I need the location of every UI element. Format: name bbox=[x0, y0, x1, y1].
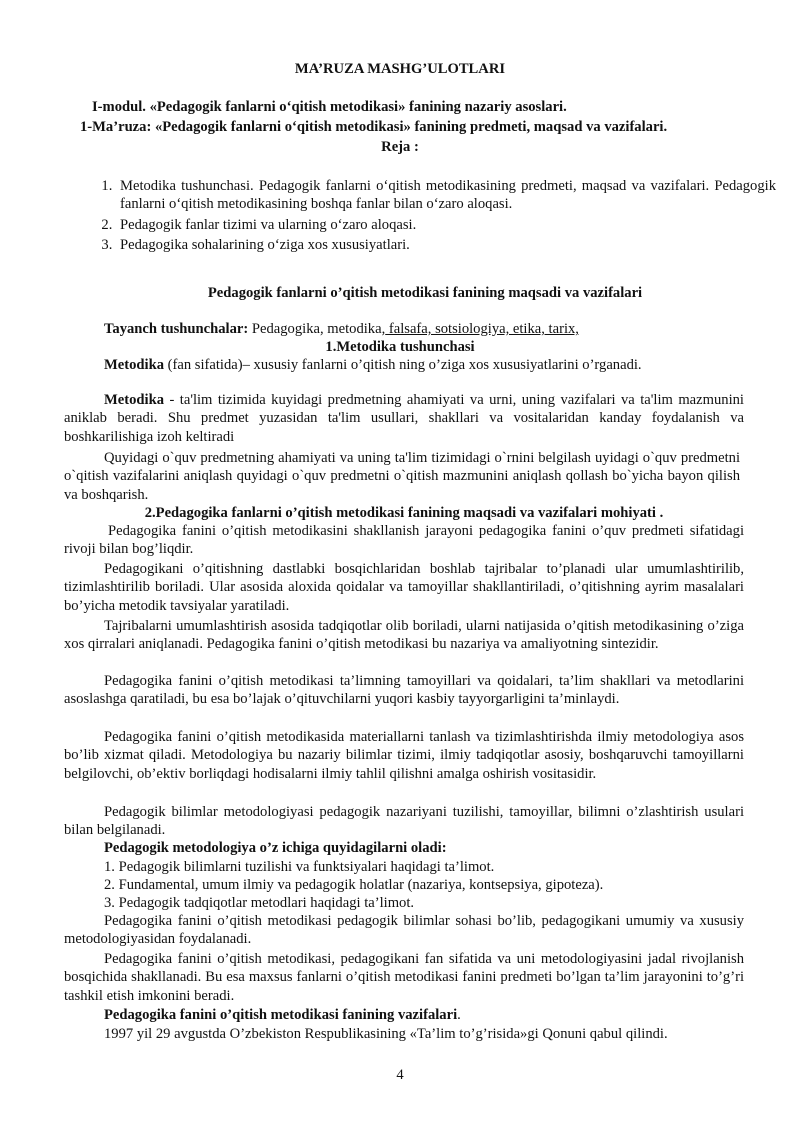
paragraph-law: 1997 yil 29 avgustda O’zbekiston Respublikasining «Ta’lim to’g’risida»gi Qonuni qabul qilindi. bbox=[104, 1026, 668, 1042]
module-heading: I-modul. «Pedagogik fanlarni o‘qitish metodikasi» fanining nazariy asoslari. bbox=[92, 99, 567, 115]
paragraph-3: Tajribalarni umumlashtirish asosida tadqiqotlar olib boriladi, ularni natijasida o’qitish metodikasining o’ziga xos qirralari aniqlanadi. Pedagogika fanini o’qitish metodikasi bu nazariya va amaliyotning sintezidir. bbox=[64, 618, 744, 653]
term-metodika: Metodika bbox=[104, 357, 164, 373]
vazifalari-heading-period: . bbox=[457, 1007, 461, 1023]
paragraph-metodika-description bbox=[64, 391, 744, 446]
definition-text: (fan sifatida)– xususiy fanlarni o’qitish ning o’ziga xos xususiyatlarini o’rganadi. bbox=[164, 357, 642, 373]
vazifalari-heading bbox=[104, 1006, 744, 1024]
paragraph-4: Pedagogika fanini o’qitish metodikasi ta’limning tamoyillari va qoidalari, ta’lim shakllari va metodlarini asoslashga qaratiladi, bu esa bo’lajak o’qituvchilarni yuqori kasbiy tayyorgarligini ta’minlaydi. bbox=[64, 673, 744, 708]
paragraph-5: Pedagogika fanini o’qitish metodikasida materiallarni tanlash va tizimlashtirishda ilmiy metodologiya asos bo’lib xizmat qiladi. Metodologiya bu nazariy bilimlar tizimi, ilmiy tadqiqotlar asosiy, boshqaruvchi tamoyillarni belgilovchi, ob’ektiv borliqdagi hodisalarni ilmiy tahlil qilishni amalga oshirish vositasidir. bbox=[64, 729, 744, 782]
lecture-heading: 1-Ma’ruza: «Pedagogik fanlarni o‘qitish metodikasi» fanining predmeti, maqsad va vazifalari. bbox=[80, 119, 668, 135]
metodologiya-item: 1. Pedagogik bilimlarni tuzilishi va funktsiyalari haqidagi ta’limot. bbox=[104, 859, 495, 875]
paragraph-1: Pedagogika fanini o’qitish metodikasini shakllanish jarayoni pedagogika fanini o’quv predmeti sifatidagi rivoji bilan bog’liqdir. bbox=[64, 523, 744, 558]
paragraph-6: Pedagogik bilimlar metodologiyasi pedagogik nazariyani tuzilishi, tamoyillar, bilimni o’zlashtirish usulari bilan belgilanadi. bbox=[64, 804, 744, 839]
metodologiya-heading: Pedagogik metodologiya o’z ichiga quyidagilarni oladi: bbox=[104, 840, 447, 856]
plan-item: 3. Pedagogika sohalarining o‘ziga xos xususiyatlari. bbox=[116, 236, 776, 254]
plan-item: 1. Metodika tushunchasi. Pedagogik fanlarni o‘qitish metodikasining predmeti, maqsad va vazifalari. Pedagogik fanlarni o‘qitish metodikasining boshqa fanlar bilan o‘zaro aloqasi. bbox=[116, 177, 776, 214]
heading-maqsadi-vazifalari: 2.Pedagogika fanlarni o’qitish metodikasi fanining maqsadi va vazifalari mohiyati . bbox=[144, 505, 664, 521]
key-terms bbox=[104, 320, 744, 338]
paragraph-9: Pedagogika fanini o’qitish metodikasi, pedagogikani fan sifatida va uni metodologiyasini jadal rivojlanish bosqichida shakllanadi. Bu esa maxsus fanlarni o’qitish metodikasi fanini predmeti bo’lgan ta’lim jarayonini to’g’ri tashkil etish imkonini beradi. bbox=[64, 951, 744, 1004]
term-metodika: Metodika bbox=[104, 392, 164, 408]
paragraph-metodika-definition bbox=[104, 356, 744, 374]
key-terms-plain: Pedagogika, metodika, bbox=[248, 321, 386, 337]
reja-heading: Reja : bbox=[381, 139, 419, 155]
heading-metodika-tushunchasi: 1.Metodika tushunchasi bbox=[325, 339, 475, 355]
key-terms-underlined: falsafa, sotsiologiya, etika, tarix, bbox=[385, 321, 579, 337]
metodologiya-item: 2. Fundamental, umum ilmiy va pedagogik holatlar (nazariya, kontsepsiya, gipoteza). bbox=[104, 877, 604, 893]
plan-item: 2. Pedagogik fanlar tizimi va ularning o‘zaro aloqasi. bbox=[116, 216, 776, 234]
key-terms-label: Tayanch tushunchalar: bbox=[104, 321, 249, 337]
paragraph-8: Pedagogika fanini o’qitish metodikasi pedagogik bilimlar sohasi bo’lib, pedagogikani umumiy va xususiy metodologiyasidan foydalanadi. bbox=[64, 913, 744, 948]
plan-list bbox=[82, 177, 776, 257]
section-heading: Pedagogik fanlarni o’qitish metodikasi fanining maqsadi va vazifalari bbox=[207, 285, 643, 301]
document-title: MA’RUZA MASHG’ULOTLARI bbox=[294, 61, 506, 77]
paragraph-2: Pedagogikani o’qitishning dastlabki bosqichlaridan boshlab tajribalar to’planadi ular umumlashtirilib, tizimlashtirilib boriladi. Ular asosida aloxida qoidalar va tamoyillar shakllantiriladi, o’qitishning ayrim masalalari bo’yicha metodik tavsiyalar yaratiladi. bbox=[64, 561, 744, 614]
vazifalari-heading-text: Pedagogika fanini o’qitish metodikasi fanining vazifalari bbox=[104, 1007, 458, 1023]
paragraph-quyidagi: Quyidagi o`quv predmetning ahamiyati va uning ta'lim tizimidagi o`rnini belgilash uyidagi o`quv predmetni o`qitish vazifalarini aniqlash quyidagi o`quv predmetni o`qitish mazmunini aniqlash qollash bo`yicha bayon qilish va boshqarish. bbox=[64, 450, 740, 503]
description-text: - ta'lim tizimida kuyidagi predmetning ahamiyati va urni, uning vazifalari va ta'lim mazmunini aniklab beradi. Shu predmet yuzasidan ta'lim usullari, shakllari va vositalaridan kanday foydalanish va boshkarilishiga izoh keltiradi bbox=[64, 392, 744, 445]
page-number: 4 bbox=[396, 1067, 404, 1083]
metodologiya-item: 3. Pedagogik tadqiqotlar metodlari haqidagi ta’limot. bbox=[104, 895, 415, 911]
